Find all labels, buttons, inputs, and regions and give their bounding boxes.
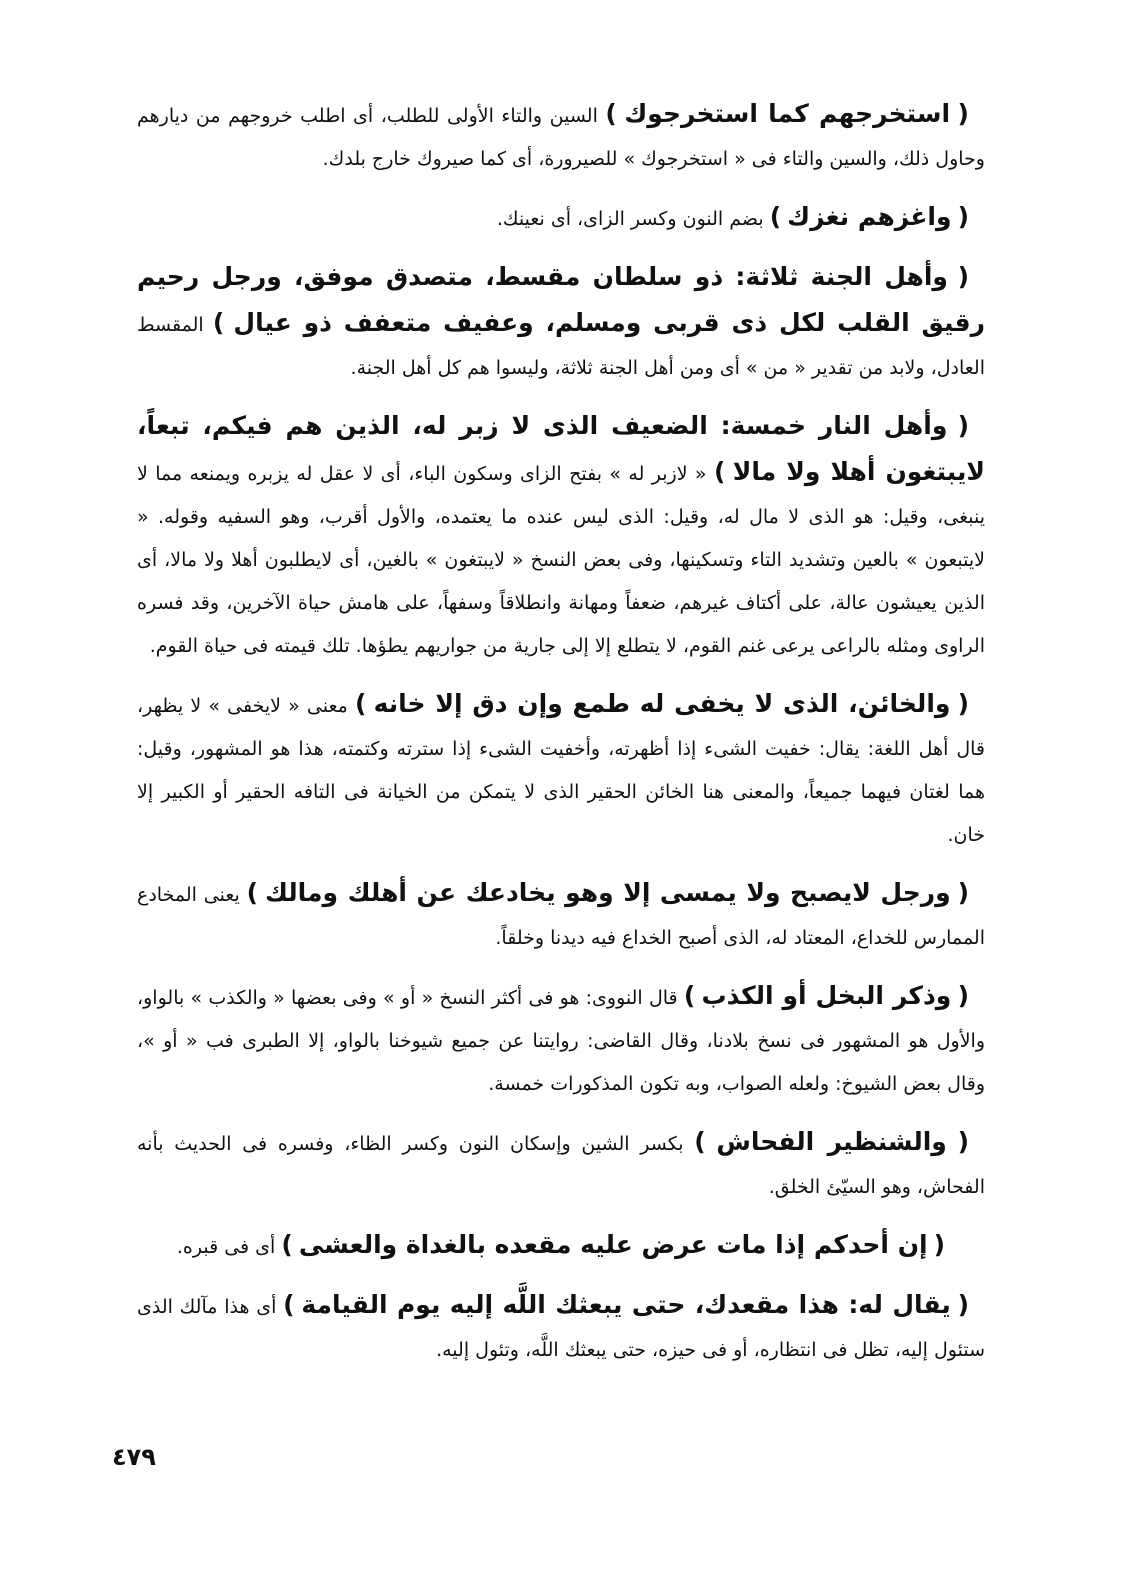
close-bracket: ) [281, 1230, 293, 1259]
open-bracket: ( [957, 411, 969, 440]
close-bracket: ) [713, 457, 726, 486]
entry-heading: والخائن، الذى لا يخفى له طمع وإن دق إلا خانه [373, 689, 951, 718]
entry-paragraph [137, 974, 985, 1106]
entry-heading: إن أحدكم إذا مات عرض عليه مقعده بالغداة والعشى [298, 1230, 928, 1259]
entry-heading: والشنظير الفحاش [716, 1127, 947, 1156]
entry-heading: وأهل الجنة ثلاثة: ذو سلطان مقسط، متصدق موفق، ورجل رحيم رقيق القلب لكل ذى قربى ومسلم، وعفيف متعفف ذو عيال [137, 262, 986, 337]
page-content [137, 92, 985, 1386]
entry-paragraph [137, 871, 985, 960]
open-bracket: ( [957, 1290, 970, 1319]
entry-heading: يقال له: هذا مقعدك، حتى يبعثك اللَّه إليه يوم القيامة [301, 1290, 951, 1319]
open-bracket: ( [957, 878, 969, 907]
open-bracket: ( [957, 202, 969, 231]
open-bracket: ( [957, 262, 970, 291]
entry-paragraph [137, 255, 985, 390]
entry-body: المقسط العادل، ولابد من تقدير « من » أى ومن أهل الجنة ثلاثة، وليسوا هم كل أهل الجنة. [137, 314, 985, 379]
entry-body: « لازبر له » بفتح الزاى وسكون الباء، أى لا عقل له يزبره ويمنعه مما لا ينبغى، وقيل: هو الذى لا مال له، وقيل: الذى ليس عنده ما يعتمده، والأول أقرب، وهو السفيه وقوله. « لايتبعون » بالعين وتشديد التاء وتسكينها، وفى بعض النسخ « لايبتغون » بالغين، أى لايطلبون أهلا ولا مالا، أى الذين يعيشون عالة، على أكتاف غيرهم، ضعفاً ومهانة وانطلاقاً وسفهاً، على هامش حياة الآخرين، وقد فسره الراوى ومثله بالراعى يرعى غنم القوم، لا يتطلع إلا إلى جارية من جواريهم يطؤها. تلك قيمته فى حياة القوم. [137, 463, 985, 657]
open-bracket: ( [957, 689, 970, 718]
entry-body: السين والتاء الأولى للطلب، أى اطلب خروجهم من ديارهم وحاول ذلك، والسين والتاء فى « استخرجوك » للصيرورة، أى كما صيروك خارج بلدك. [137, 105, 985, 170]
close-bracket: ) [354, 689, 367, 718]
entry-body: أى هذا مآلك الذى ستئول إليه، تظل فى انتظاره، أو فى حيزه، حتى يبعثك اللَّه، وتئول إليه. [137, 1296, 985, 1361]
close-bracket: ) [246, 878, 259, 907]
entry-heading: واغزهم نغزك [787, 202, 952, 231]
entry-body: معنى « لايخفى » لا يظهر، قال أهل اللغة: يقال: خفيت الشىء إذا أظهرته، وأخفيت الشىء إذا سترته وكتمته، هذا هو المشهور، وقيل: هما لغتان فيهما جميعاً، والمعنى هنا الخائن الحقير الذى لا يتمكن من الخيانة فى التافه الحقير أو الكبير إلا خان. [137, 695, 985, 846]
open-bracket: ( [957, 1127, 970, 1156]
entry-heading: وأهل النار خمسة: الضعيف الذى لا زبر له، الذين هم فيكم، تبعاً، لايبتغون أهلا ولا مالا [137, 411, 985, 486]
entry-body: بضم النون وكسر الزاى، أى نعينك. [496, 208, 764, 230]
entry-body: أى فى قبره. [176, 1236, 276, 1258]
entry-heading: ورجل لايصبح ولا يمسى إلا وهو يخادعك عن أهلك ومالك [264, 878, 951, 907]
page-number: ٤٧٩ [112, 1443, 156, 1471]
close-bracket: ) [283, 1290, 295, 1319]
close-bracket: ) [683, 981, 696, 1010]
open-bracket: ( [933, 1230, 946, 1259]
close-bracket: ) [769, 202, 782, 231]
entry-paragraph [137, 1223, 985, 1269]
entry-paragraph [137, 1283, 985, 1372]
open-bracket: ( [957, 981, 969, 1010]
close-bracket: ) [605, 99, 617, 128]
entry-paragraph [137, 682, 985, 857]
close-bracket: ) [694, 1127, 706, 1156]
open-bracket: ( [957, 99, 969, 128]
entry-paragraph [137, 92, 985, 181]
close-bracket: ) [212, 308, 225, 337]
entry-heading: استخرجهم كما استخرجوك [624, 99, 951, 128]
entry-paragraph [137, 195, 985, 241]
entry-paragraph [137, 1120, 985, 1209]
entry-heading: وذكر البخل أو الكذب [701, 981, 952, 1010]
entry-body: قال النووى: هو فى أكثر النسخ « أو » وفى بعضها « والكذب » بالواو، والأول هو المشهور فى نسخ بلادنا، وقال القاضى: روايتنا عن جميع شيوخنا بالواو، إلا الطبرى فب « أو »، وقال بعض الشيوخ: ولعله الصواب، وبه تكون المذكورات خمسة. [137, 987, 985, 1095]
entry-body: يعنى المخادع الممارس للخداع، المعتاد له، الذى أصبح الخداع فيه ديدنا وخلقاً. [137, 884, 985, 949]
entry-paragraph [137, 404, 985, 668]
entry-body: بكسر الشين وإسكان النون وكسر الظاء، وفسره فى الحديث بأنه الفحاش، وهو السيّئ الخلق. [137, 1133, 985, 1198]
